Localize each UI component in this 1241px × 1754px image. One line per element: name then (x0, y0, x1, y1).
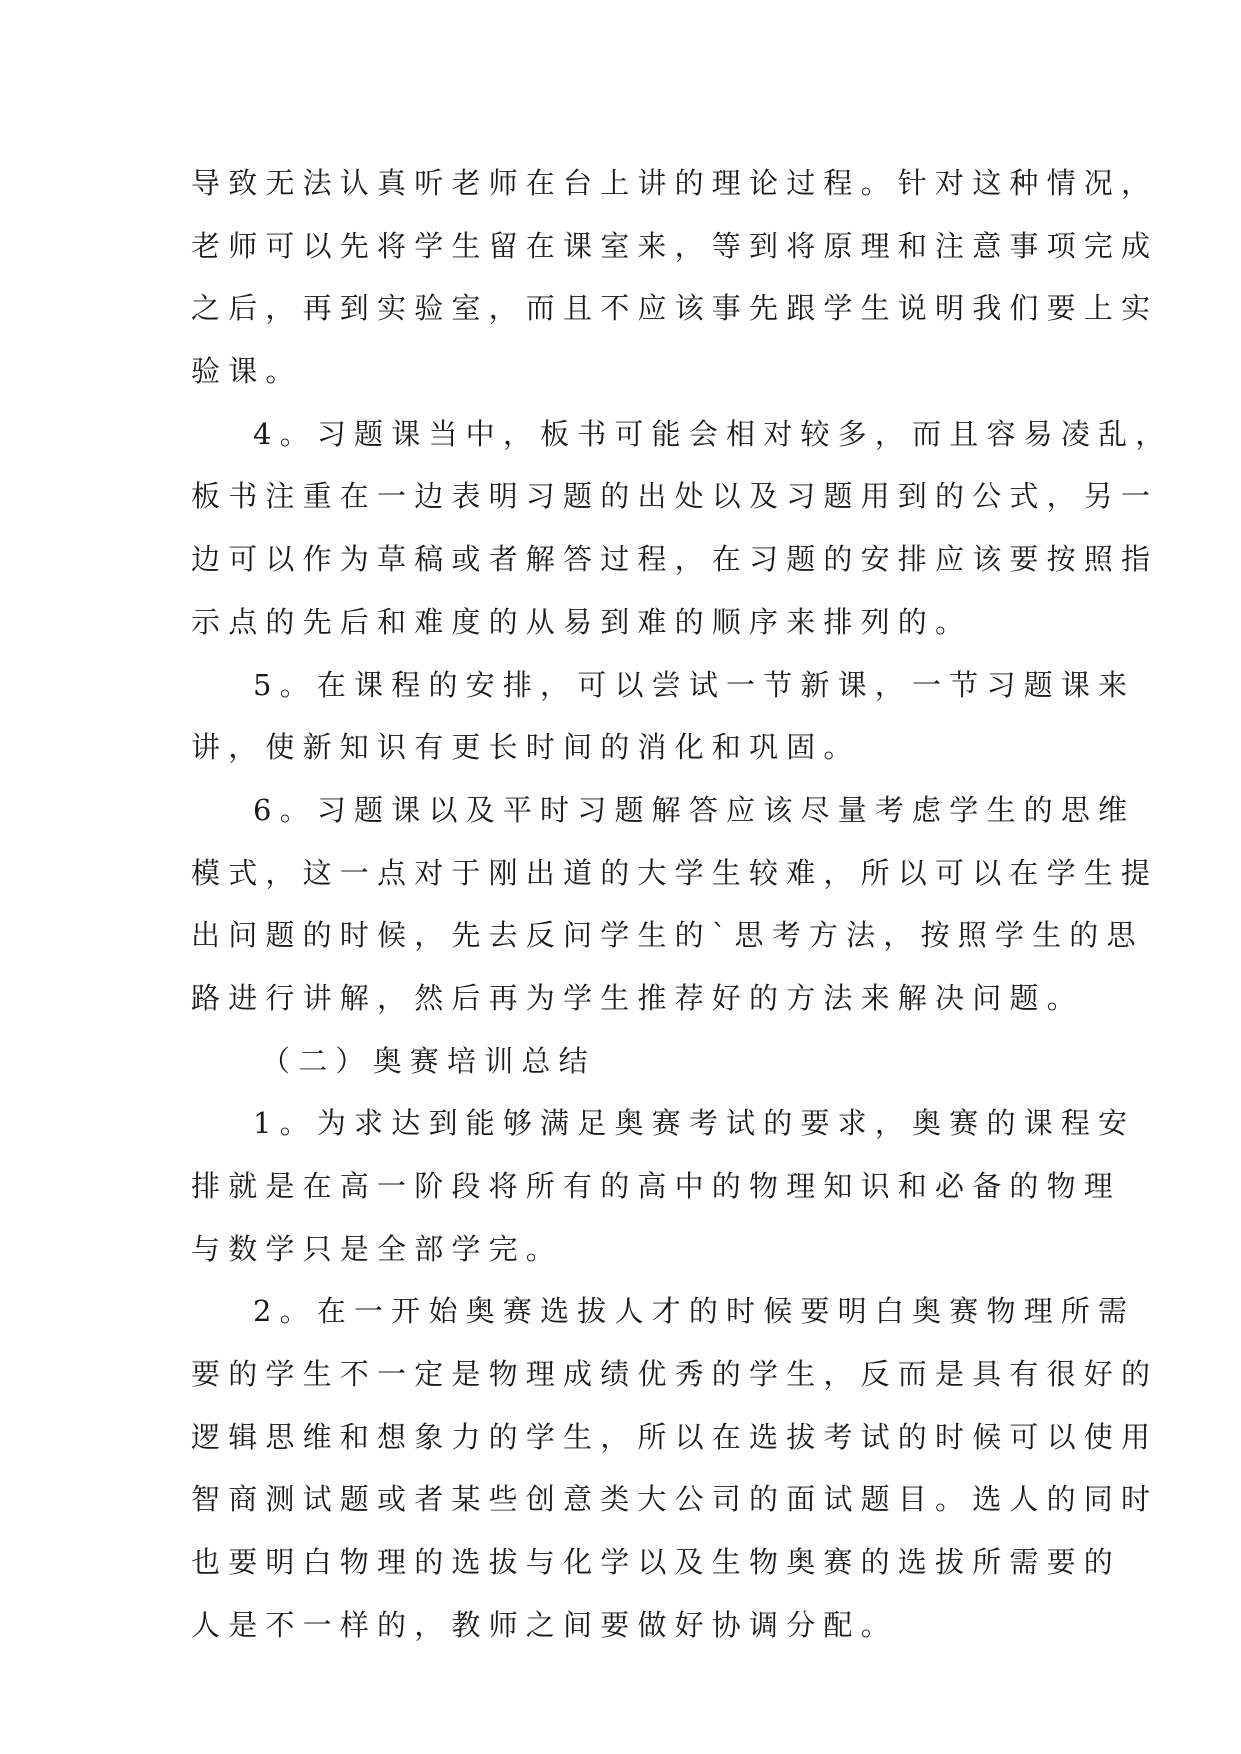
text-line: 路进行讲解，然后再为学生推荐好的方法来解决问题。 (191, 980, 1084, 1015)
text-line: 板书注重在一边表明习题的出处以及习题用到的公式，另一 (191, 479, 1159, 514)
text-line: 2。在一开始奥赛选拔人才的时候要明白奥赛物理所需 (253, 1294, 1136, 1329)
text-line: 1。为求达到能够满足奥赛考试的要求，奥赛的课程安 (253, 1106, 1136, 1141)
paragraph-item-6 (191, 779, 1159, 1030)
text-line: 人是不一样的，教师之间要做好协调分配。 (191, 1607, 898, 1642)
paragraph-intro-continuation (191, 152, 1159, 403)
text-line: 出问题的时候，先去反问学生的`思考方法，按照学生的思 (191, 918, 1144, 953)
text-line: 也要明白物理的选拔与化学以及生物奥赛的选拔所需要的 (191, 1545, 1122, 1580)
paragraph-olympiad-2 (191, 1280, 1159, 1656)
document-body (191, 152, 1173, 1657)
text-line: 4。习题课当中，板书可能会相对较多，而且容易凌乱， (253, 416, 1173, 451)
section-heading-text: （二）奥赛培训总结 (261, 1043, 596, 1078)
paragraph-item-5 (191, 654, 1136, 779)
paragraph-item-4 (191, 403, 1173, 654)
text-line: 示点的先后和难度的从易到难的顺序来排列的。 (191, 604, 973, 639)
text-line: 智商测试题或者某些创意类大公司的面试题目。选人的同时 (191, 1482, 1159, 1517)
text-line: 模式，这一点对于刚出道的大学生较难，所以可以在学生提 (191, 855, 1159, 890)
paragraph-olympiad-1 (191, 1092, 1136, 1280)
text-line: 导致无法认真听老师在台上讲的理论过程。针对这种情况， (191, 166, 1159, 200)
section-heading-olympiad (191, 1030, 1051, 1093)
text-line: 之后，再到实验室，而且不应该事先跟学生说明我们要上实 (191, 291, 1159, 326)
text-line: 验课。 (191, 354, 303, 389)
text-line: 与数学只是全部学完。 (191, 1231, 564, 1266)
text-line: 6。习题课以及平时习题解答应该尽量考虑学生的思维 (253, 792, 1136, 827)
text-line: 排就是在高一阶段将所有的高中的物理知识和必备的物理 (191, 1169, 1122, 1203)
text-line: 5。在课程的安排，可以尝试一节新课，一节习题课来 (253, 667, 1136, 702)
text-line: 要的学生不一定是物理成绩优秀的学生，反而是具有很好的 (191, 1357, 1159, 1392)
text-line: 边可以作为草稿或者解答过程，在习题的安排应该要按照指 (191, 542, 1159, 577)
text-line: 逻辑思维和想象力的学生，所以在选拔考试的时候可以使用 (191, 1419, 1159, 1454)
text-line: 讲，使新知识有更长时间的消化和巩固。 (191, 730, 861, 765)
text-line: 老师可以先将学生留在课室来，等到将原理和注意事项完成 (191, 228, 1159, 263)
